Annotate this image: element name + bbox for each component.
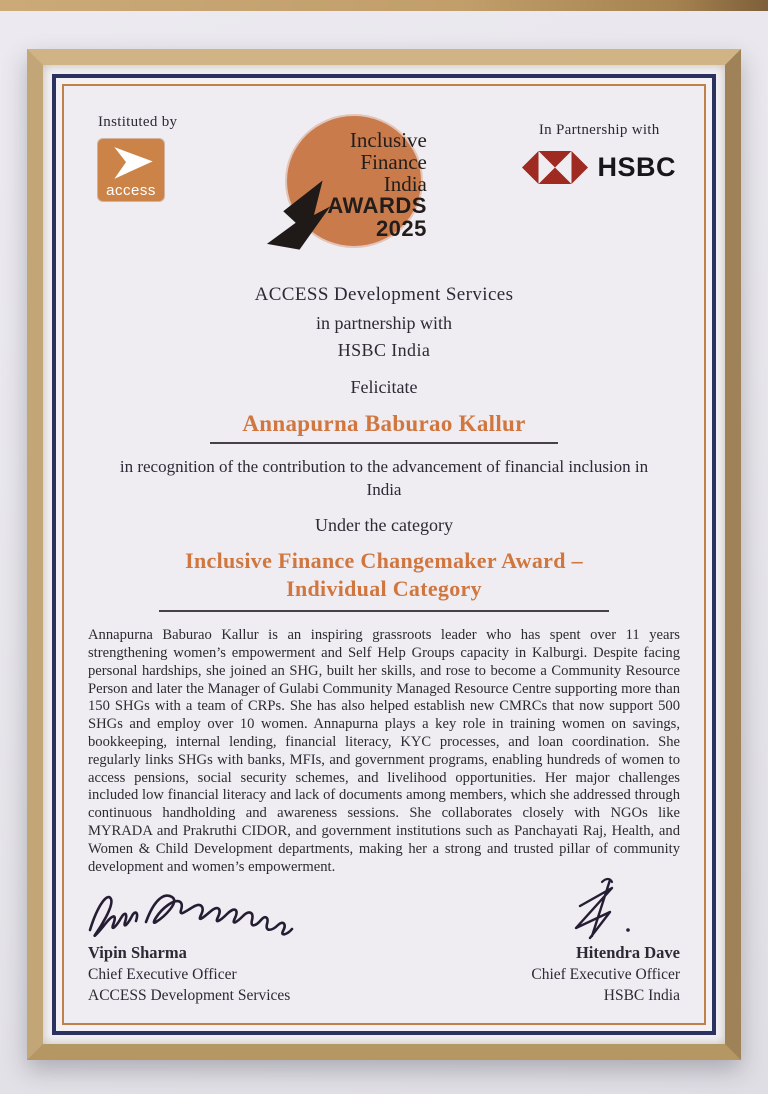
recognition-text: in recognition of the contribution to the advancement of financial inclusion in India xyxy=(119,457,649,499)
hsbc-logo-text: HSBC xyxy=(597,152,676,182)
orange-border-rule xyxy=(62,84,706,1025)
signatory-name-left: Vipin Sharma xyxy=(88,943,187,963)
awards-logo-line2: Finance xyxy=(360,149,427,174)
certificate-frame xyxy=(27,49,741,1060)
logo-row xyxy=(88,114,680,262)
vipin-sharma-signature xyxy=(84,884,304,940)
signatory-title-right: Chief Executive Officer xyxy=(531,965,680,983)
award-title-line1: Inclusive Finance Changemaker Award – xyxy=(185,547,583,573)
awards-logo-line1: Inclusive xyxy=(349,128,427,152)
instituted-by-label: Instituted by xyxy=(98,114,178,130)
citation-text: Annapurna Baburao Kallur is an inspiring grassroots leader who has spent over 11 years strengthening women’s empowerment and Self Help Groups capacity in Kalburgi. Despite facing personal hardships, she joined an SHG, built her skills, and rose to become a Community Resource Person and later the Manager of Gulabi Community Managed Resource Centre supporting more than 150 SHGs with a team of CRPs. She has also helped establish new CMRCs that now support 500 SHGs and employ over 10 women. Annapurna plays a key role in training women on savings, bookkeeping, internal lending, financial literacy, KYC processes, and loan coordination. She regularly links SHGs with banks, MFIs, and government programs, enabling hundreds of women to access pensions, social security schemes, and livelihood opportunities. Her major challenges included low financial literacy and lack of documents among members, which she addressed through continuous handholding and awareness sessions. She collaborates closely with NGOs like MYRADA and Prakruthi CIDOR, and government institutions such as Panchayati Raj, Health, and Women & Child Development departments, making her a strong and trusted pillar of community development and women’s empowerment. xyxy=(88,627,680,875)
access-logo-text: access xyxy=(106,182,156,199)
instituted-by-block xyxy=(98,114,177,201)
awards-logo-line4: AWARDS xyxy=(327,193,427,219)
top-shelf-edge xyxy=(0,0,768,11)
signatory-name-right: Hitendra Dave xyxy=(575,943,680,963)
awards-logo-line3: India xyxy=(383,171,427,196)
hsbc-emblem-icon xyxy=(522,151,588,184)
awards-logo-line5: 2025 xyxy=(375,216,427,242)
signatory-title-left: Chief Executive Officer xyxy=(88,965,237,983)
signature-block-left xyxy=(88,884,304,1006)
category-label: Under the category xyxy=(315,514,453,535)
certificate-paper xyxy=(64,86,704,1023)
award-title xyxy=(159,547,609,612)
signatory-org-left: ACCESS Development Services xyxy=(88,986,291,1004)
hsbc-logo xyxy=(522,151,676,184)
signature-row xyxy=(88,876,680,1006)
awards-logo-text xyxy=(327,130,427,241)
certificate-mat xyxy=(43,65,725,1044)
org-name: ACCESS Development Services xyxy=(254,284,514,305)
partner-name: HSBC India xyxy=(337,340,431,360)
award-title-line2: Individual Category xyxy=(286,576,482,602)
awards-logo xyxy=(263,114,443,262)
signatory-org-right: HSBC India xyxy=(603,986,680,1004)
access-arrow-icon xyxy=(106,143,156,183)
felicitate-label: Felicitate xyxy=(350,377,418,397)
hitendra-dave-signature xyxy=(532,876,652,940)
partnership-line: in partnership with xyxy=(316,313,452,333)
navy-border-rule xyxy=(52,74,716,1035)
recipient-name: Annapurna Baburao Kallur xyxy=(210,411,557,444)
partnership-block xyxy=(522,122,676,184)
access-logo xyxy=(98,139,164,201)
signature-block-right xyxy=(531,876,680,1006)
partnership-label: In Partnership with xyxy=(538,122,660,138)
